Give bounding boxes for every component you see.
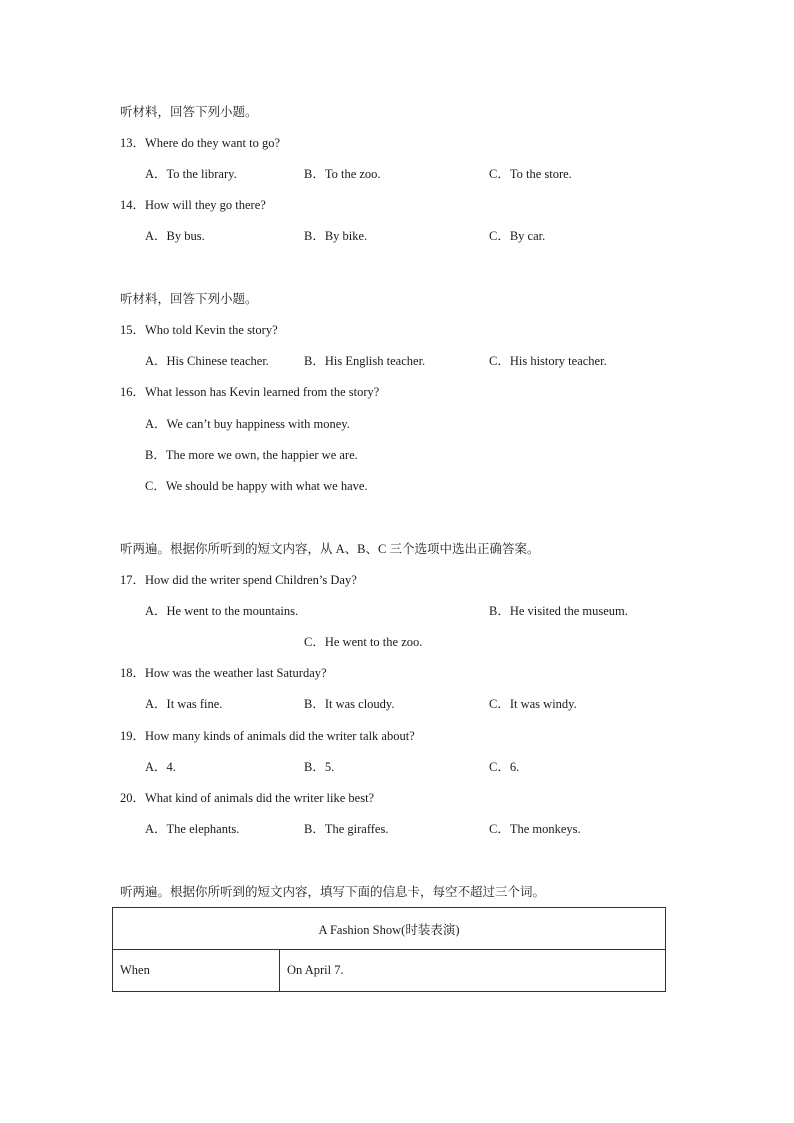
option-14-c: C．By car. <box>489 229 546 243</box>
option-17-b: B．He visited the museum. <box>489 604 628 618</box>
option-20-c: C．The monkeys. <box>489 822 581 836</box>
info-card-value-when: On April 7. <box>280 950 666 992</box>
table-row <box>113 908 666 950</box>
option-18-c: C．It was windy. <box>489 697 577 711</box>
option-19-c: C．6. <box>489 760 520 774</box>
question-18: 18．How was the weather last Saturday? <box>120 666 327 680</box>
option-18-a: A．It was fine. <box>145 697 223 711</box>
question-13: 13．Where do they want to go? <box>120 136 281 150</box>
option-13-a: A．To the library. <box>145 167 237 181</box>
option-14-a: A．By bus. <box>145 229 205 243</box>
option-17-c: C．He went to the zoo. <box>304 635 423 649</box>
option-19-b: B．5. <box>304 760 335 774</box>
question-17: 17．How did the writer spend Children’s Day? <box>120 573 357 587</box>
option-15-b: B．His English teacher. <box>304 354 426 368</box>
question-16: 16．What lesson has Kevin learned from the story? <box>120 385 380 399</box>
question-20: 20．What kind of animals did the writer like best? <box>120 791 375 805</box>
question-19: 19．How many kinds of animals did the writer talk about? <box>120 729 415 743</box>
option-14-b: B．By bike. <box>304 229 368 243</box>
option-19-a: A．4. <box>145 760 176 774</box>
option-17-a: A．He went to the mountains. <box>145 604 299 618</box>
question-14: 14．How will they go there? <box>120 198 266 212</box>
option-15-a: A．His Chinese teacher. <box>145 354 269 368</box>
option-20-a: A．The elephants. <box>145 822 240 836</box>
option-20-b: B．The giraffes. <box>304 822 389 836</box>
section-instruction: 听两遍。根据你所听到的短文内容，从 A、B、C 三个选项中选出正确答案。 <box>120 542 540 556</box>
table-row <box>113 950 666 992</box>
option-16-b: B．The more we own, the happier we are. <box>145 448 358 462</box>
option-13-c: C．To the store. <box>489 167 572 181</box>
option-13-b: B．To the zoo. <box>304 167 381 181</box>
section-instruction: 听材料，回答下列小题。 <box>120 105 258 119</box>
question-15: 15．Who told Kevin the story? <box>120 323 278 337</box>
info-card-title: A Fashion Show(时装表演) <box>113 908 666 950</box>
info-card-label-when: When <box>113 950 280 992</box>
section-instruction: 听材料，回答下列小题。 <box>120 292 258 306</box>
info-card-table <box>112 907 666 992</box>
option-18-b: B．It was cloudy. <box>304 697 395 711</box>
section-instruction: 听两遍。根据你所听到的短文内容，填写下面的信息卡，每空不超过三个词。 <box>120 885 546 899</box>
option-16-a: A．We can’t buy happiness with money. <box>145 417 350 431</box>
option-15-c: C．His history teacher. <box>489 354 607 368</box>
option-16-c: C．We should be happy with what we have. <box>145 479 368 493</box>
